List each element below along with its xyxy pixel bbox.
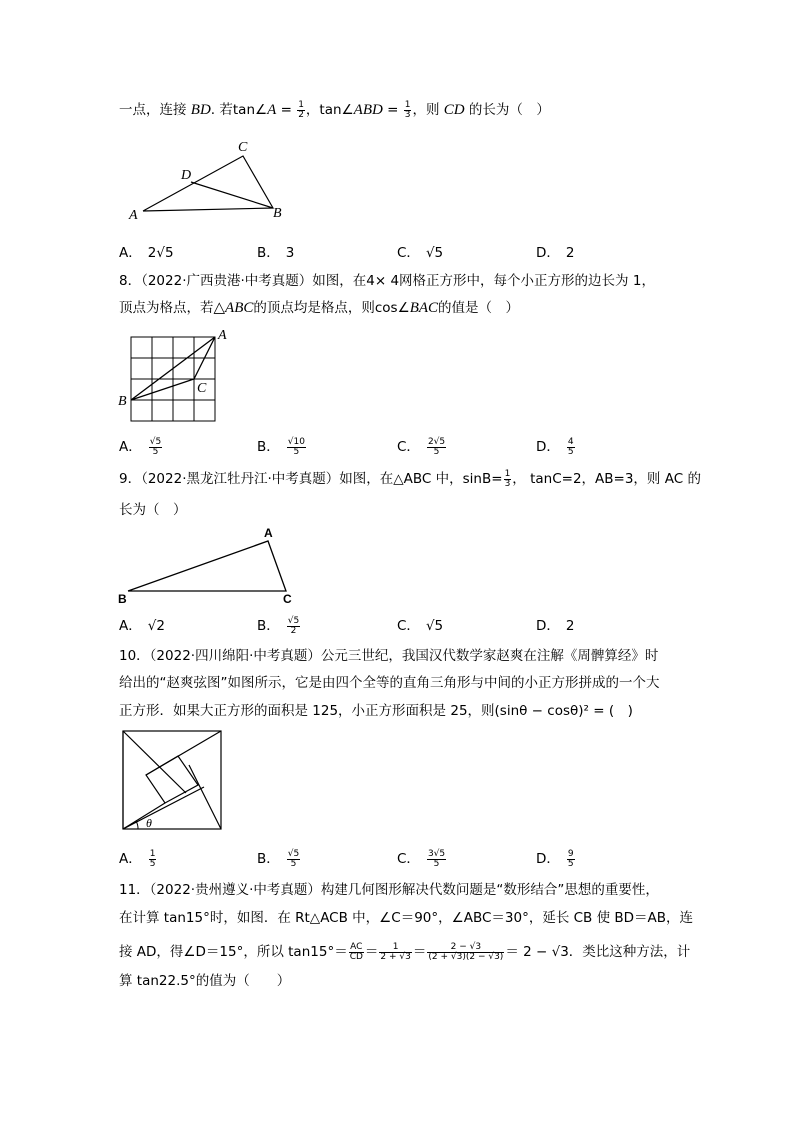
q9-line-2: 长为（ ） [119,502,187,518]
q8-options [119,437,719,457]
q7-option-b[interactable]: B． 3 [257,245,295,261]
q8-line-1: 8．（2022·广西贵港·中考真题）如图，在4× 4网格正方形中，每个小正方形的边长为 1， [119,273,655,289]
q10-option-b[interactable]: B． $\frac{√5}{5}$ [257,848,300,869]
frac-half: $\frac{1}{2}$ [298,99,304,120]
q7-label-c: C [238,140,248,155]
q9-label-b: B [118,592,127,606]
q11-line-3: 接 AD，得∠D＝15°，所以 tan15°＝ $\frac{AC}{CD}$ ＝ $\frac{1}{2 + √3}$ ＝ $\frac{2 - √3}{(2 + √3)(2 - √3)}$ ＝ 2 − √3．类比这种方法，计 [119,941,691,962]
q8-option-c[interactable]: C． $\frac{2√5}{5}$ [397,436,446,457]
q9-figure [116,525,306,607]
q7-label-b: B [273,206,282,221]
q8-grid [131,337,215,421]
q7-triangle-abc [143,156,273,211]
q9-option-d[interactable]: D． 2 [536,618,575,634]
frac-third: $\frac{1}{3}$ [404,99,411,120]
q10-line-2: 给出的“赵爽弦图”如图所示，它是由四个全等的直角三角形与中间的小正方形拼成的一个大 [119,675,660,691]
q8-option-a[interactable]: A． $\frac{√5}{5}$ [119,436,162,457]
q10-line-3: 正方形．如果大正方形的面积是 125，小正方形面积是 25，则(sinθ − cosθ)² = ( ) [119,703,633,719]
q8-option-b[interactable]: B． $\frac{√10}{5}$ [257,436,305,457]
q9-label-c: C [283,592,292,606]
q7-option-d[interactable]: D． 2 [536,245,575,261]
q7-figure [125,135,295,225]
q7-option-a[interactable]: A． 2√5 [119,245,174,261]
q9-option-c[interactable]: C． √5 [397,618,444,634]
q11-line-4: 算 tan22.5°的值为（ ） [119,973,291,989]
q8-figure [117,325,237,425]
q9-line-1: 9．（2022·黑龙江牡丹江·中考真题）如图，在△ABC 中，sinB= $\frac{1}{3}$ ， tanC=2，AB=3，则 AC 的 [119,468,701,489]
q9-triangle-abc [128,541,286,591]
q9-label-a: A [264,526,273,540]
q8-label-c: C [197,381,207,396]
q10-line-1: 10．（2022·四川绵阳·中考真题）公元三世纪，我国汉代数学家赵爽在注解《周髀算经》时 [119,648,659,664]
q8-option-d[interactable]: D． $\frac{4}{5}$ [536,436,574,457]
q10-option-d[interactable]: D． $\frac{9}{5}$ [536,848,574,869]
q7-label-a: A [129,208,138,223]
q9-option-a[interactable]: A． √2 [119,618,165,634]
q8-line-2: 顶点为格点，若△ABC的顶点均是格点，则cos∠BAC的值是（ ） [119,300,520,316]
q10-options [119,849,719,869]
q7-label-d: D [181,168,192,183]
q7-option-c[interactable]: C． √5 [397,245,444,261]
q7-stem: 一点，连接 BD. 若tan∠A = $\frac{1}{2}$ ，tan∠ABD = $\frac{1}{3}$ ，则 CD 的长为（ ） [119,99,550,120]
q7-options [119,243,719,263]
q10-option-c[interactable]: C． $\frac{3√5}{5}$ [397,848,446,869]
q10-option-a[interactable]: A． $\frac{1}{5}$ [119,848,156,869]
q8-label-a: A [218,328,227,343]
q8-label-b: B [118,394,127,409]
q10-label-theta: θ [146,816,152,830]
q9-option-b[interactable]: B． $\frac{√5}{2}$ [257,615,300,636]
q9-options [119,616,719,636]
q11-line-2: 在计算 tan15°时，如图．在 Rt△ACB 中，∠C＝90°，∠ABC＝30°，延长 CB 使 BD＝AB，连 [119,910,694,926]
q11-line-1: 11．（2022·贵州遵义·中考真题）构建几何图形解决代数问题是“数形结合”思想的重要性， [119,882,659,898]
q10-figure [120,728,226,834]
